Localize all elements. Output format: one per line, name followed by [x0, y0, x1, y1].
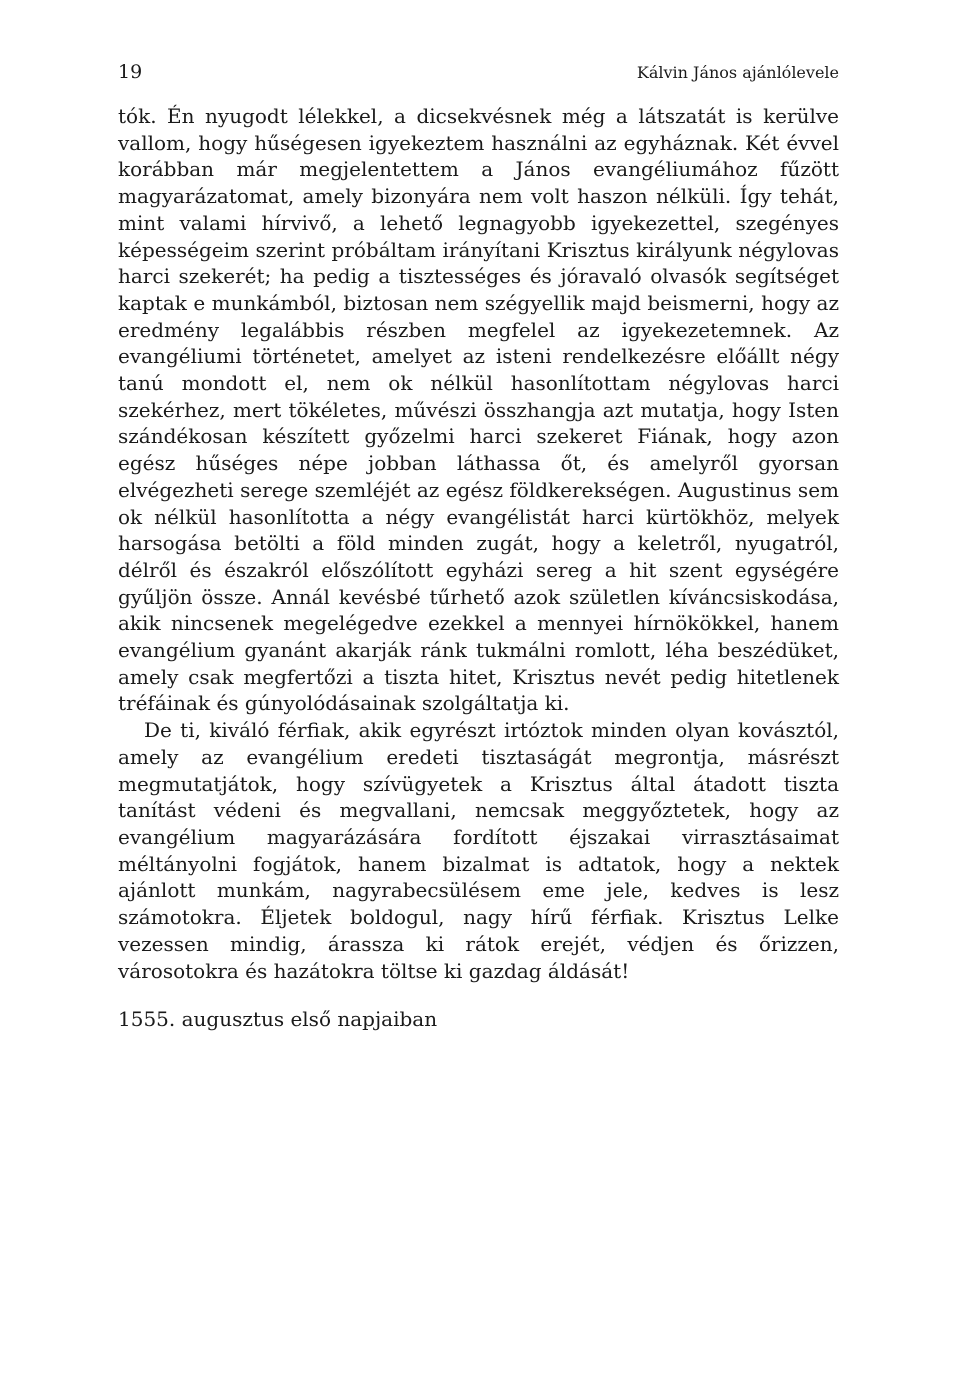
running-header [118, 60, 839, 85]
running-title: Kálvin János ajánlólevele [636, 63, 839, 82]
paragraph-2: De ti, kiváló férfiak, akik egyrészt irtóztok minden olyan kovásztól, amely az evangélium eredeti tisztaságát megrontja, másrészt megmutatjátok, hogy szívügyetek a Krisztus által átadott tiszta tanítást védeni és megvallani, nemcsak meggyőztetek, hogy az evangélium magyarázására fordított éjszakai virrasztásaimat méltányolni fogjátok, hanem bizalmat is adtatok, hogy a nektek ajánlott munkám, nagyrabecsülésem eme jele, kedves is lesz számotokra. Éljetek boldogul, nagy hírű férfiak. Krisztus Lelke vezessen mindig, árassza ki rátok erejét, védjen és őrizzen, városotokra és hazátokra töltse ki gazdag áldását! [118, 718, 839, 983]
page-number: 19 [118, 61, 143, 83]
dateline: 1555. augusztus első napjaiban [118, 1007, 438, 1032]
body-text [118, 103, 839, 984]
document-page [118, 60, 839, 1033]
paragraph-1: tók. Én nyugodt lélekkel, a dicsekvésnek még a látszatát is kerülve vallom, hogy hűségesen igyekeztem használni az egyháznak. Két évvel korábban már megjelentettem a János evangéliumához fűzött magyarázatomat, amely bizonyára nem volt haszon nélküli. Így tehát, mint valami hírvivő, a lehető legnagyobb igyekezettel, szegényes képességeim szerint próbáltam irányítani Krisztus királyunk négylovas harci szekerét; ha pedig a tisztességes és jóravaló olvasók segítséget kaptak e munkámból, biztosan nem szégyellik majd beismerni, hogy az eredmény legalábbis részben megfelel az igyekezetemnek. Az evangéliumi történetet, amelyet az isteni rendelkezésre előállt négy tanú mondott el, nem ok nélkül hasonlítottam négylovas harci szekérhez, mert tökéletes, művészi összhangja azt mutatja, hogy Isten szándékosan készített győzelmi harci szekeret Fiának, hogy azon egész hűséges népe jobban láthassa őt, és amelyről gyorsan elvégezheti serege szemléjét az egész földkerekségen. Augustinus sem ok nélkül hasonlította a négy evangélistát harci kürtökhöz, melyek harsogása betölti a föld minden zugát, hogy a keletről, nyugatról, délről és északról előszólított egyházi sereg a hit szent egységére gyűljön össze. Annál kevésbé tűrhető azok születlen kíváncsiskodása, akik nincsenek megelégedve ezekkel a mennyei hírnökökkel, hanem evangélium gyanánt akarják ránk tukmálni romlott, léha beszédüket, amely csak megfertőzi a tiszta hitet, Krisztus nevét pedig hitetlenek tréfáinak és gúnyolódásainak szolgáltatja ki. [118, 104, 839, 716]
